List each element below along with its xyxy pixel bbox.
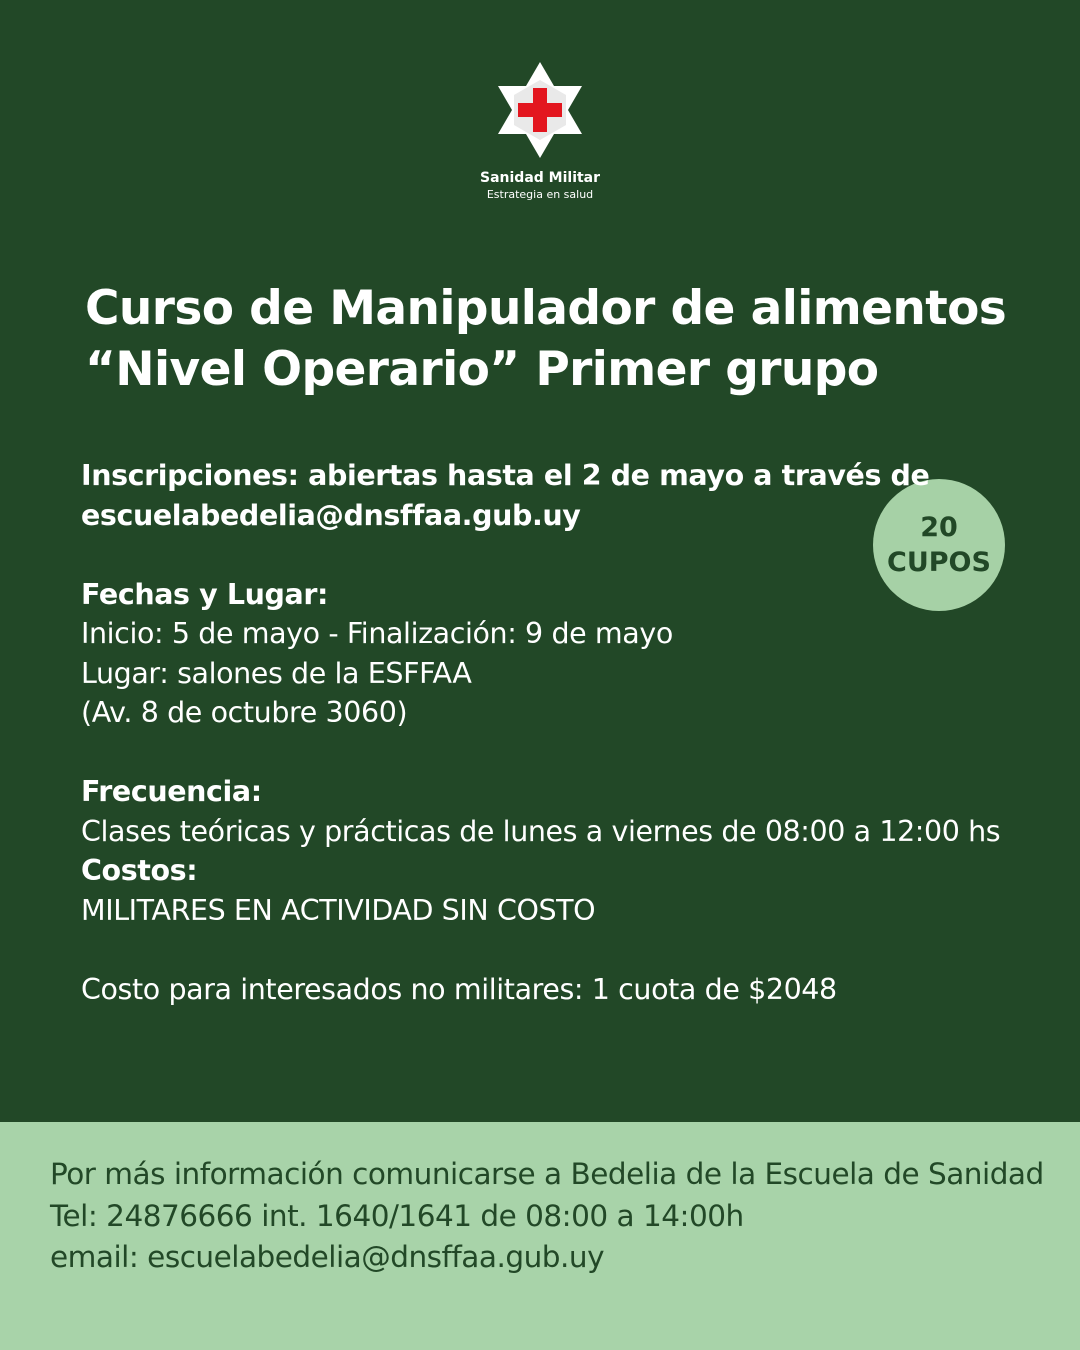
red-cross-star-icon [488,58,592,162]
logo [480,58,600,201]
inscripciones-email: escuelabedelia@dnsffaa.gub.uy [81,498,581,532]
page-title [85,278,1005,400]
costos-militares: MILITARES EN ACTIVIDAD SIN COSTO [81,893,596,927]
fechas-direccion: (Av. 8 de octubre 3060) [81,696,408,729]
logo-tagline: Estrategia en salud [486,188,594,201]
footer-email: email: escuelabedelia@dnsffaa.gub.uy [50,1240,605,1274]
costos-heading: Costos: [81,854,198,887]
footer-phone: Tel: 24876666 int. 1640/1641 de 08:00 a 14:00h [50,1198,744,1233]
logo-name: Sanidad Militar [480,170,601,186]
footer-contact [50,1154,1060,1279]
cupos-number: 20 [920,512,958,543]
frecuencia-text: Clases teóricas y prácticas de lunes a viernes de 08:00 a 12:00 hs [81,814,1001,848]
inscripciones-text: Inscripciones: abiertas hasta el 2 de mayo a través de [81,459,930,492]
title-line-1: Curso de Manipulador de alimentos [85,281,1007,336]
cupos-label: CUPOS [887,547,991,578]
costos-no-militares: Costo para interesados no militares: 1 cuota de $2048 [81,972,837,1006]
frecuencia-heading: Frecuencia: [81,775,262,808]
fechas-lugar: Lugar: salones de la ESFFAA [81,656,472,690]
course-details [81,456,1001,1009]
footer-info: Por más información comunicarse a Bedelia de la Escuela de Sanidad [50,1157,1044,1191]
fechas-inicio: Inicio: 5 de mayo - Finalización: 9 de mayo [81,617,673,650]
title-line-2: “Nivel Operario” Primer grupo [85,342,879,397]
fechas-heading: Fechas y Lugar: [81,577,328,611]
